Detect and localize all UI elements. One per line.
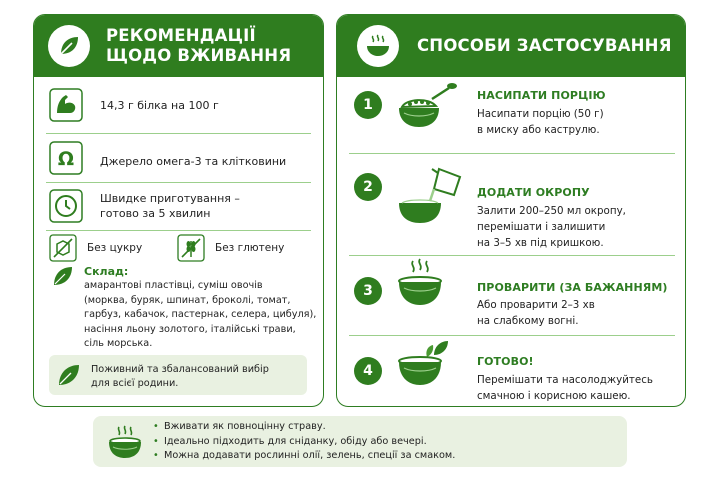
no-sugar-label: Без цукру — [87, 242, 143, 254]
clock-icon — [49, 189, 83, 223]
list-item: • Можна додавати рослинні олії, зелень, спеції за смаком. — [153, 449, 455, 464]
divider — [46, 230, 311, 231]
step-text: Залити 200–250 мл окропу, перемішати і залишити на 3–5 хв під кришкою. — [477, 205, 626, 249]
leaf-icon — [48, 25, 90, 67]
serving-tips-box — [93, 416, 627, 467]
composition-text: амарантові пластівці, суміш овочів (морква, буряк, шпинат, броколі, томат, гарбуз, кабачок, пастернак, селера, цибуля), насіння льону золотого, італійські трави, сіль морська. — [84, 280, 317, 349]
steaming-bowl-icon — [394, 255, 464, 315]
step-2 — [337, 155, 685, 247]
list-item: • Ідеально підходить для сніданку, обіду або вечері. — [153, 435, 455, 450]
divider — [349, 153, 675, 154]
step-number: 2 — [354, 173, 382, 201]
no-sugar-icon — [49, 234, 77, 262]
step-text: Або проварити 2–3 хв на слабкому вогні. — [477, 299, 595, 327]
step-text: Перемішати та насолоджуйтесь смачною і корисною кашею. — [477, 374, 653, 402]
step-1 — [337, 85, 685, 155]
feature-protein — [34, 85, 323, 125]
feature-text: Швидке приготування – готово за 5 хвилин — [100, 192, 240, 220]
step-3 — [337, 257, 685, 329]
usage-methods-header — [337, 15, 685, 77]
recommendations-title: РЕКОМЕНДАЦІЇ ЩОДО ВЖИВАННЯ — [106, 26, 292, 65]
recommendations-header — [34, 15, 323, 77]
step-number: 4 — [354, 357, 382, 385]
usage-methods-title: СПОСОБИ ЗАСТОСУВАННЯ — [417, 36, 672, 55]
feature-text: Джерело омега-3 та клітковини — [100, 155, 287, 168]
step-4 — [337, 337, 685, 405]
serving-tips-list — [153, 420, 455, 464]
bowl-icon — [357, 25, 399, 67]
step-title: ДОДАТИ ОКРОПУ — [477, 186, 590, 199]
kettle-pouring-icon — [394, 161, 464, 231]
step-title: НАСИПАТИ ПОРЦІЮ — [477, 89, 606, 102]
no-gluten-badge — [177, 234, 284, 262]
svg-text:Ω: Ω — [57, 148, 75, 170]
step-text: Насипати порцію (50 г) в миску або каструлю. — [477, 108, 604, 136]
feature-text: 14,3 г білка на 100 г — [100, 99, 219, 112]
muscle-icon — [49, 88, 83, 122]
no-gluten-label: Без глютену — [215, 242, 285, 254]
recommendations-card — [33, 14, 324, 407]
step-title: ПРОВАРИТИ (ЗА БАЖАННЯМ) — [477, 281, 668, 294]
family-note: Поживний та збалансований вибір для всієї родини. — [49, 355, 307, 395]
leaf-icon — [57, 363, 81, 387]
bowl-with-spoon-icon — [394, 81, 464, 141]
feature-omega — [34, 133, 323, 173]
step-title: ГОТОВО! — [477, 355, 534, 368]
composition-title: Склад: — [84, 265, 129, 278]
list-item: • Вживати як повноцінну страву. — [153, 420, 455, 435]
no-sugar-badge — [49, 234, 142, 262]
no-gluten-icon — [177, 234, 205, 262]
steaming-bowl-icon — [105, 422, 145, 462]
feature-quick — [34, 182, 323, 228]
usage-methods-card — [336, 14, 686, 407]
bowl-with-leaf-icon — [394, 335, 464, 395]
step-number: 3 — [354, 277, 382, 305]
omega-icon — [49, 141, 83, 175]
step-number: 1 — [354, 91, 382, 119]
leaf-icon — [52, 265, 74, 287]
